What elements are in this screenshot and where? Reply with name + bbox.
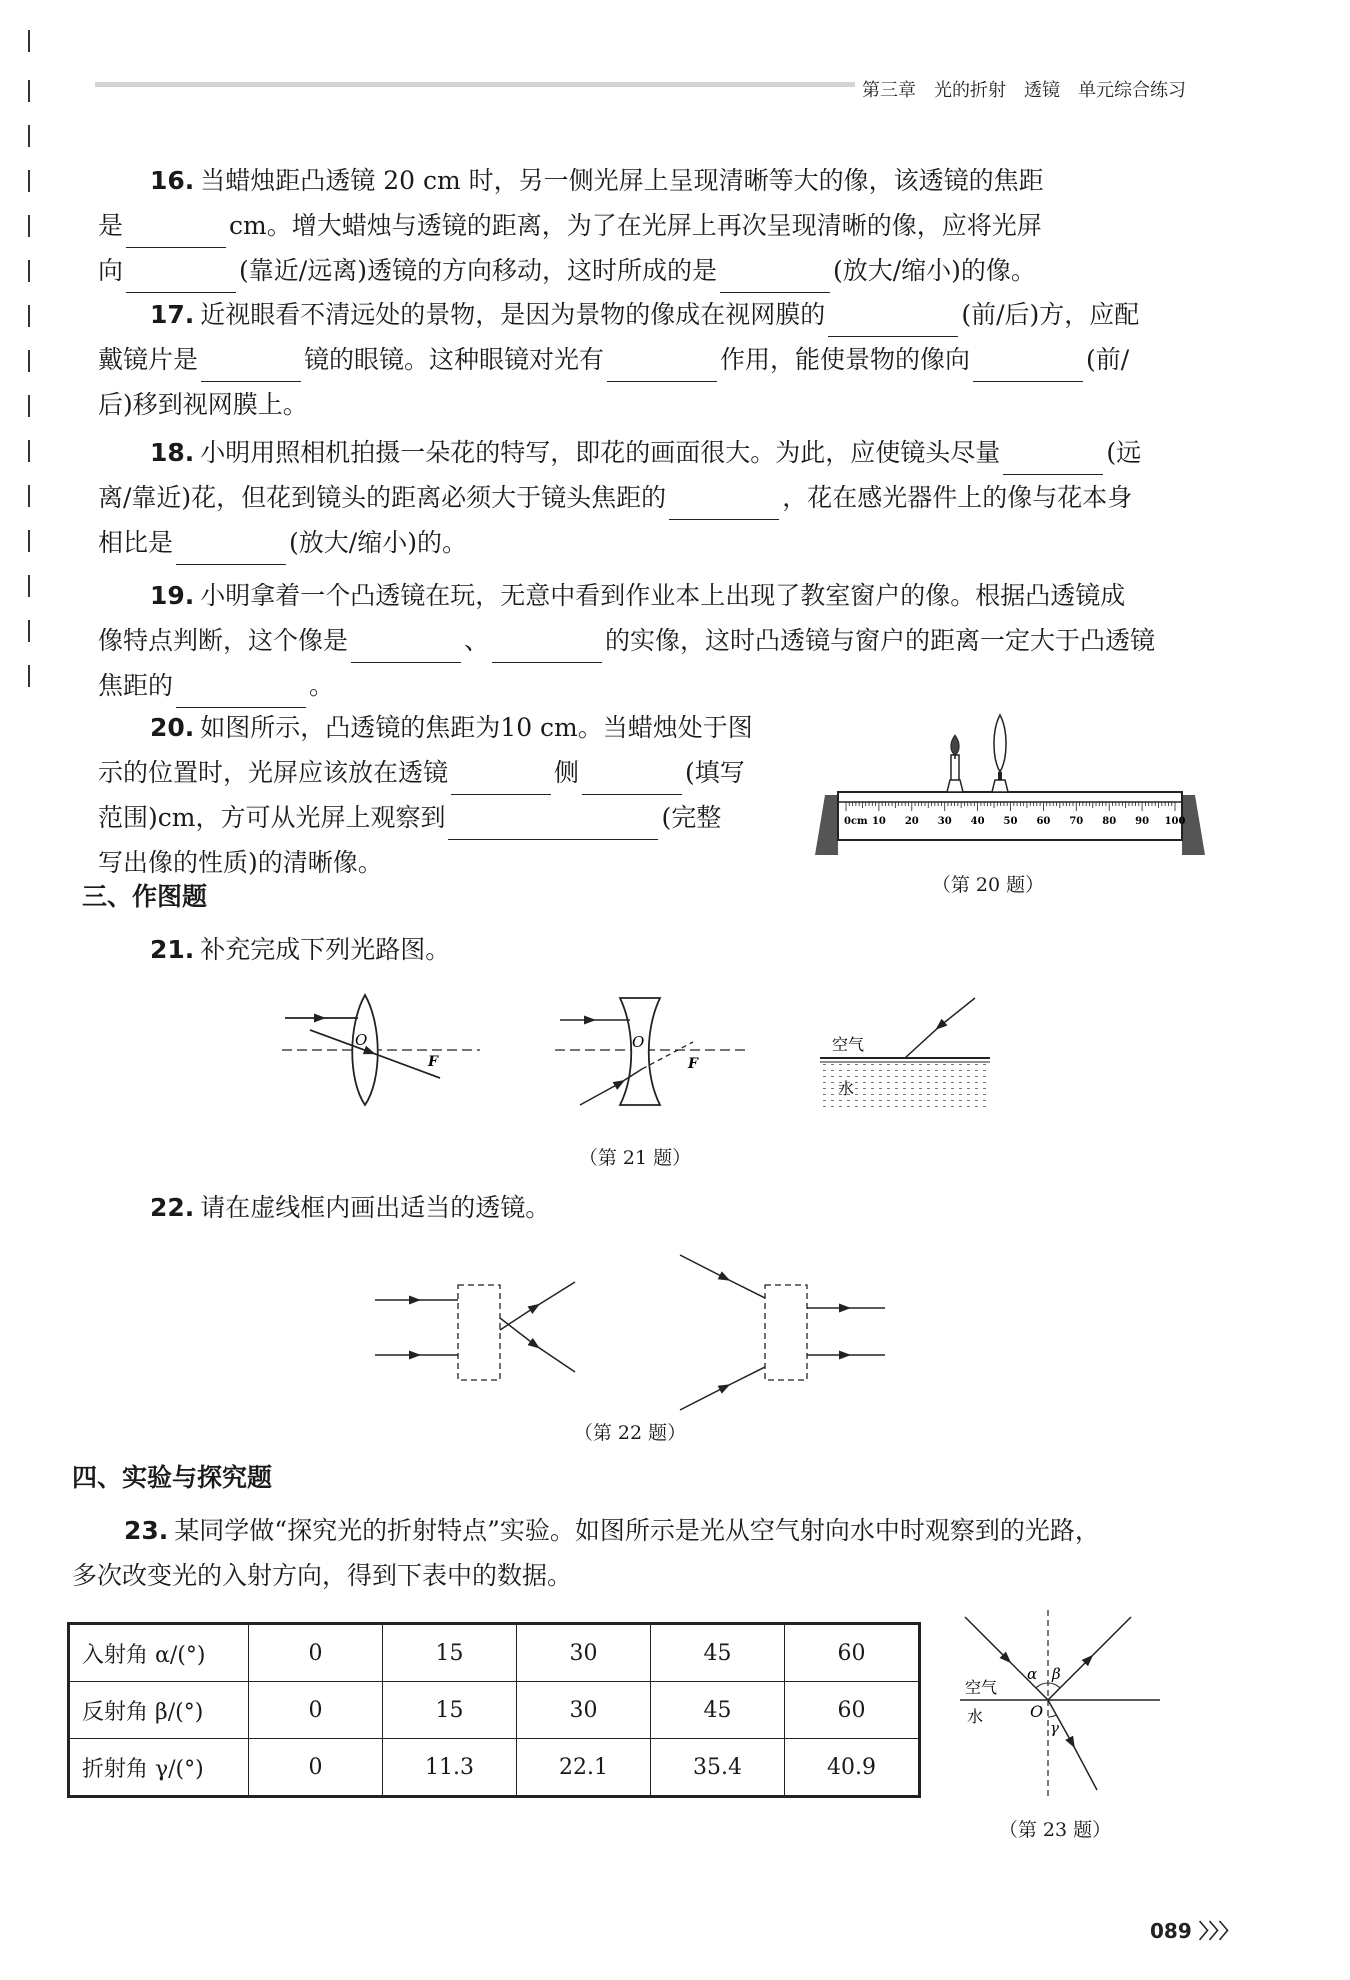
svg-text:O: O	[355, 1031, 368, 1049]
table-row: 折射角 γ/(°) 0 11.3 22.1 35.4 40.9	[69, 1739, 920, 1797]
question-number: 22.	[150, 1193, 195, 1222]
question-23: 23. 某同学做“探究光的折射特点”实验。如图所示是光从空气射向水中时观察到的光路， 多次改变光的入射方向，得到下表中的数据。	[72, 1516, 1100, 1590]
ruler-label: 0cm	[844, 816, 868, 827]
edge-mark	[28, 350, 30, 372]
question-21: 21. 补充完成下列光路图。	[150, 935, 451, 964]
edge-mark	[28, 440, 30, 462]
bench-left-stand	[815, 795, 838, 855]
edge-mark	[28, 125, 30, 147]
edge-mark	[28, 395, 30, 417]
question-number: 20.	[150, 713, 195, 742]
edge-mark	[28, 575, 30, 597]
dashed-box-left	[375, 1282, 575, 1380]
question-17: 17. 近视眼看不清远处的景物，是因为景物的像成在视网膜的 (前/后)方，应配 戴镜片是 镜的眼镜。这种眼镜对光有 作用，能使景物的像向 (前/ 后)移到视网膜上。	[98, 300, 1140, 419]
answer-blank[interactable]	[1003, 444, 1103, 475]
candle	[947, 735, 963, 792]
section-heading: 四、实验与探究题	[72, 1463, 273, 1492]
svg-text:β: β	[1052, 1665, 1061, 1683]
edge-mark	[28, 215, 30, 237]
convex-lens-diagram	[282, 995, 480, 1105]
answer-blank[interactable]	[720, 262, 830, 293]
question-number: 19.	[150, 581, 195, 610]
table-row: 入射角 α/(°) 0 15 30 45 60	[69, 1624, 920, 1682]
page-number: 089 〉〉〉	[1150, 1919, 1239, 1943]
answer-blank[interactable]	[582, 764, 682, 795]
ruler-label: 60	[1036, 816, 1051, 827]
table-row: 反射角 β/(°) 0 15 30 45 60	[69, 1682, 920, 1739]
ruler-label: 40	[970, 816, 985, 827]
ruler-label: 80	[1102, 816, 1117, 827]
bench-right-stand	[1182, 795, 1205, 855]
svg-text:α: α	[1027, 1665, 1038, 1683]
answer-blank[interactable]	[176, 677, 306, 708]
figure-caption: （第 20 题）	[931, 874, 1045, 896]
answer-blank[interactable]	[451, 764, 551, 795]
ruler-label: 100	[1164, 816, 1186, 827]
lens-box-figures	[370, 1250, 890, 1420]
svg-text:F: F	[688, 1056, 698, 1072]
question-18: 18. 小明用照相机拍摄一朵花的特写，即花的画面很大。为此，应使镜头尽量 (远 离/靠近)花，但花到镜头的距离必须大于镜头焦距的 ，花在感光器件上的像与花本身 相比是 (放大/缩小)的。	[98, 430, 1213, 565]
question-number: 18.	[150, 438, 195, 467]
angle-data-table	[67, 1622, 921, 1798]
question-number: 23.	[124, 1516, 169, 1545]
air-water-diagram	[820, 998, 990, 1108]
svg-text:O: O	[632, 1033, 645, 1051]
figure-caption: （第 23 题）	[998, 1819, 1112, 1841]
answer-blank[interactable]	[973, 351, 1083, 382]
ruler-label: 70	[1069, 816, 1084, 827]
refracted-ray	[1048, 1700, 1097, 1790]
answer-blank[interactable]	[201, 351, 301, 382]
answer-blank[interactable]	[607, 351, 717, 382]
question-number: 21.	[150, 935, 195, 964]
ruler-label: 10	[871, 816, 886, 827]
question-22: 22. 请在虚线框内画出适当的透镜。	[150, 1193, 551, 1222]
edge-mark	[28, 305, 30, 327]
svg-text:水: 水	[967, 1707, 984, 1726]
figure-caption: （第 21 题）	[578, 1147, 692, 1169]
edge-mark	[28, 170, 30, 192]
svg-text:γ: γ	[1050, 1719, 1059, 1737]
convex-lens	[992, 715, 1008, 792]
edge-mark	[28, 30, 30, 52]
answer-blank[interactable]	[669, 489, 779, 520]
svg-text:O: O	[1030, 1702, 1044, 1721]
figure-caption: （第 22 题）	[573, 1422, 687, 1444]
ruler-label: 90	[1135, 816, 1150, 827]
reflected-ray	[1048, 1617, 1131, 1700]
ruler-label: 30	[937, 816, 952, 827]
answer-blank[interactable]	[176, 534, 286, 565]
header-rule	[95, 82, 855, 87]
edge-mark	[28, 260, 30, 282]
answer-blank[interactable]	[351, 632, 461, 663]
dashed-box-right	[680, 1255, 885, 1410]
running-header: 第三章 光的折射 透镜 单元综合练习	[862, 80, 1186, 101]
edge-mark	[28, 620, 30, 642]
answer-blank[interactable]	[448, 809, 658, 840]
question-number: 17.	[150, 300, 195, 329]
edge-mark	[28, 665, 30, 687]
ruler-label: 50	[1003, 816, 1018, 827]
answer-blank[interactable]	[126, 262, 236, 293]
edge-mark	[28, 485, 30, 507]
answer-blank[interactable]	[126, 217, 226, 248]
question-19: 19. 小明拿着一个凸透镜在玩，无意中看到作业本上出现了教室窗户的像。根据凸透镜成 像特点判断，这个像是 、 的实像，这时凸透镜与窗户的距离一定大于凸透镜 焦距的 。	[98, 573, 1213, 708]
light-path-figures	[270, 990, 1020, 1125]
answer-blank[interactable]	[492, 632, 602, 663]
answer-blank[interactable]	[828, 306, 958, 337]
optical-bench-figure	[810, 710, 1210, 860]
question-20: 20. 如图所示，凸透镜的焦距为10 cm。当蜡烛处于图 示的位置时，光屏应该放在透镜 侧 (填写 范围)cm，方可从光屏上观察到 (完整 写出像的性质)的清晰像。	[98, 713, 753, 877]
concave-lens-diagram	[555, 998, 750, 1105]
svg-text:F: F	[428, 1054, 438, 1070]
svg-text:水: 水	[838, 1079, 855, 1098]
edge-mark	[28, 80, 30, 102]
question-16: 16. 当蜡烛距凸透镜 20 cm 时，另一侧光屏上呈现清晰等大的像，该透镜的焦距 是 cm。增大蜡烛与透镜的距离，为了在光屏上再次呈现清晰的像，应将光屏 向 (靠近/远离)透镜的方向移动，这时所成的是 (放大/缩小)的像。	[98, 158, 1213, 293]
svg-text:空气: 空气	[965, 1678, 998, 1697]
refraction-figure	[945, 1605, 1165, 1805]
svg-text:空气: 空气	[832, 1035, 865, 1054]
edge-mark	[28, 530, 30, 552]
ruler-label: 20	[904, 816, 919, 827]
section-heading: 三、作图题	[82, 882, 208, 911]
question-number: 16.	[150, 166, 195, 195]
